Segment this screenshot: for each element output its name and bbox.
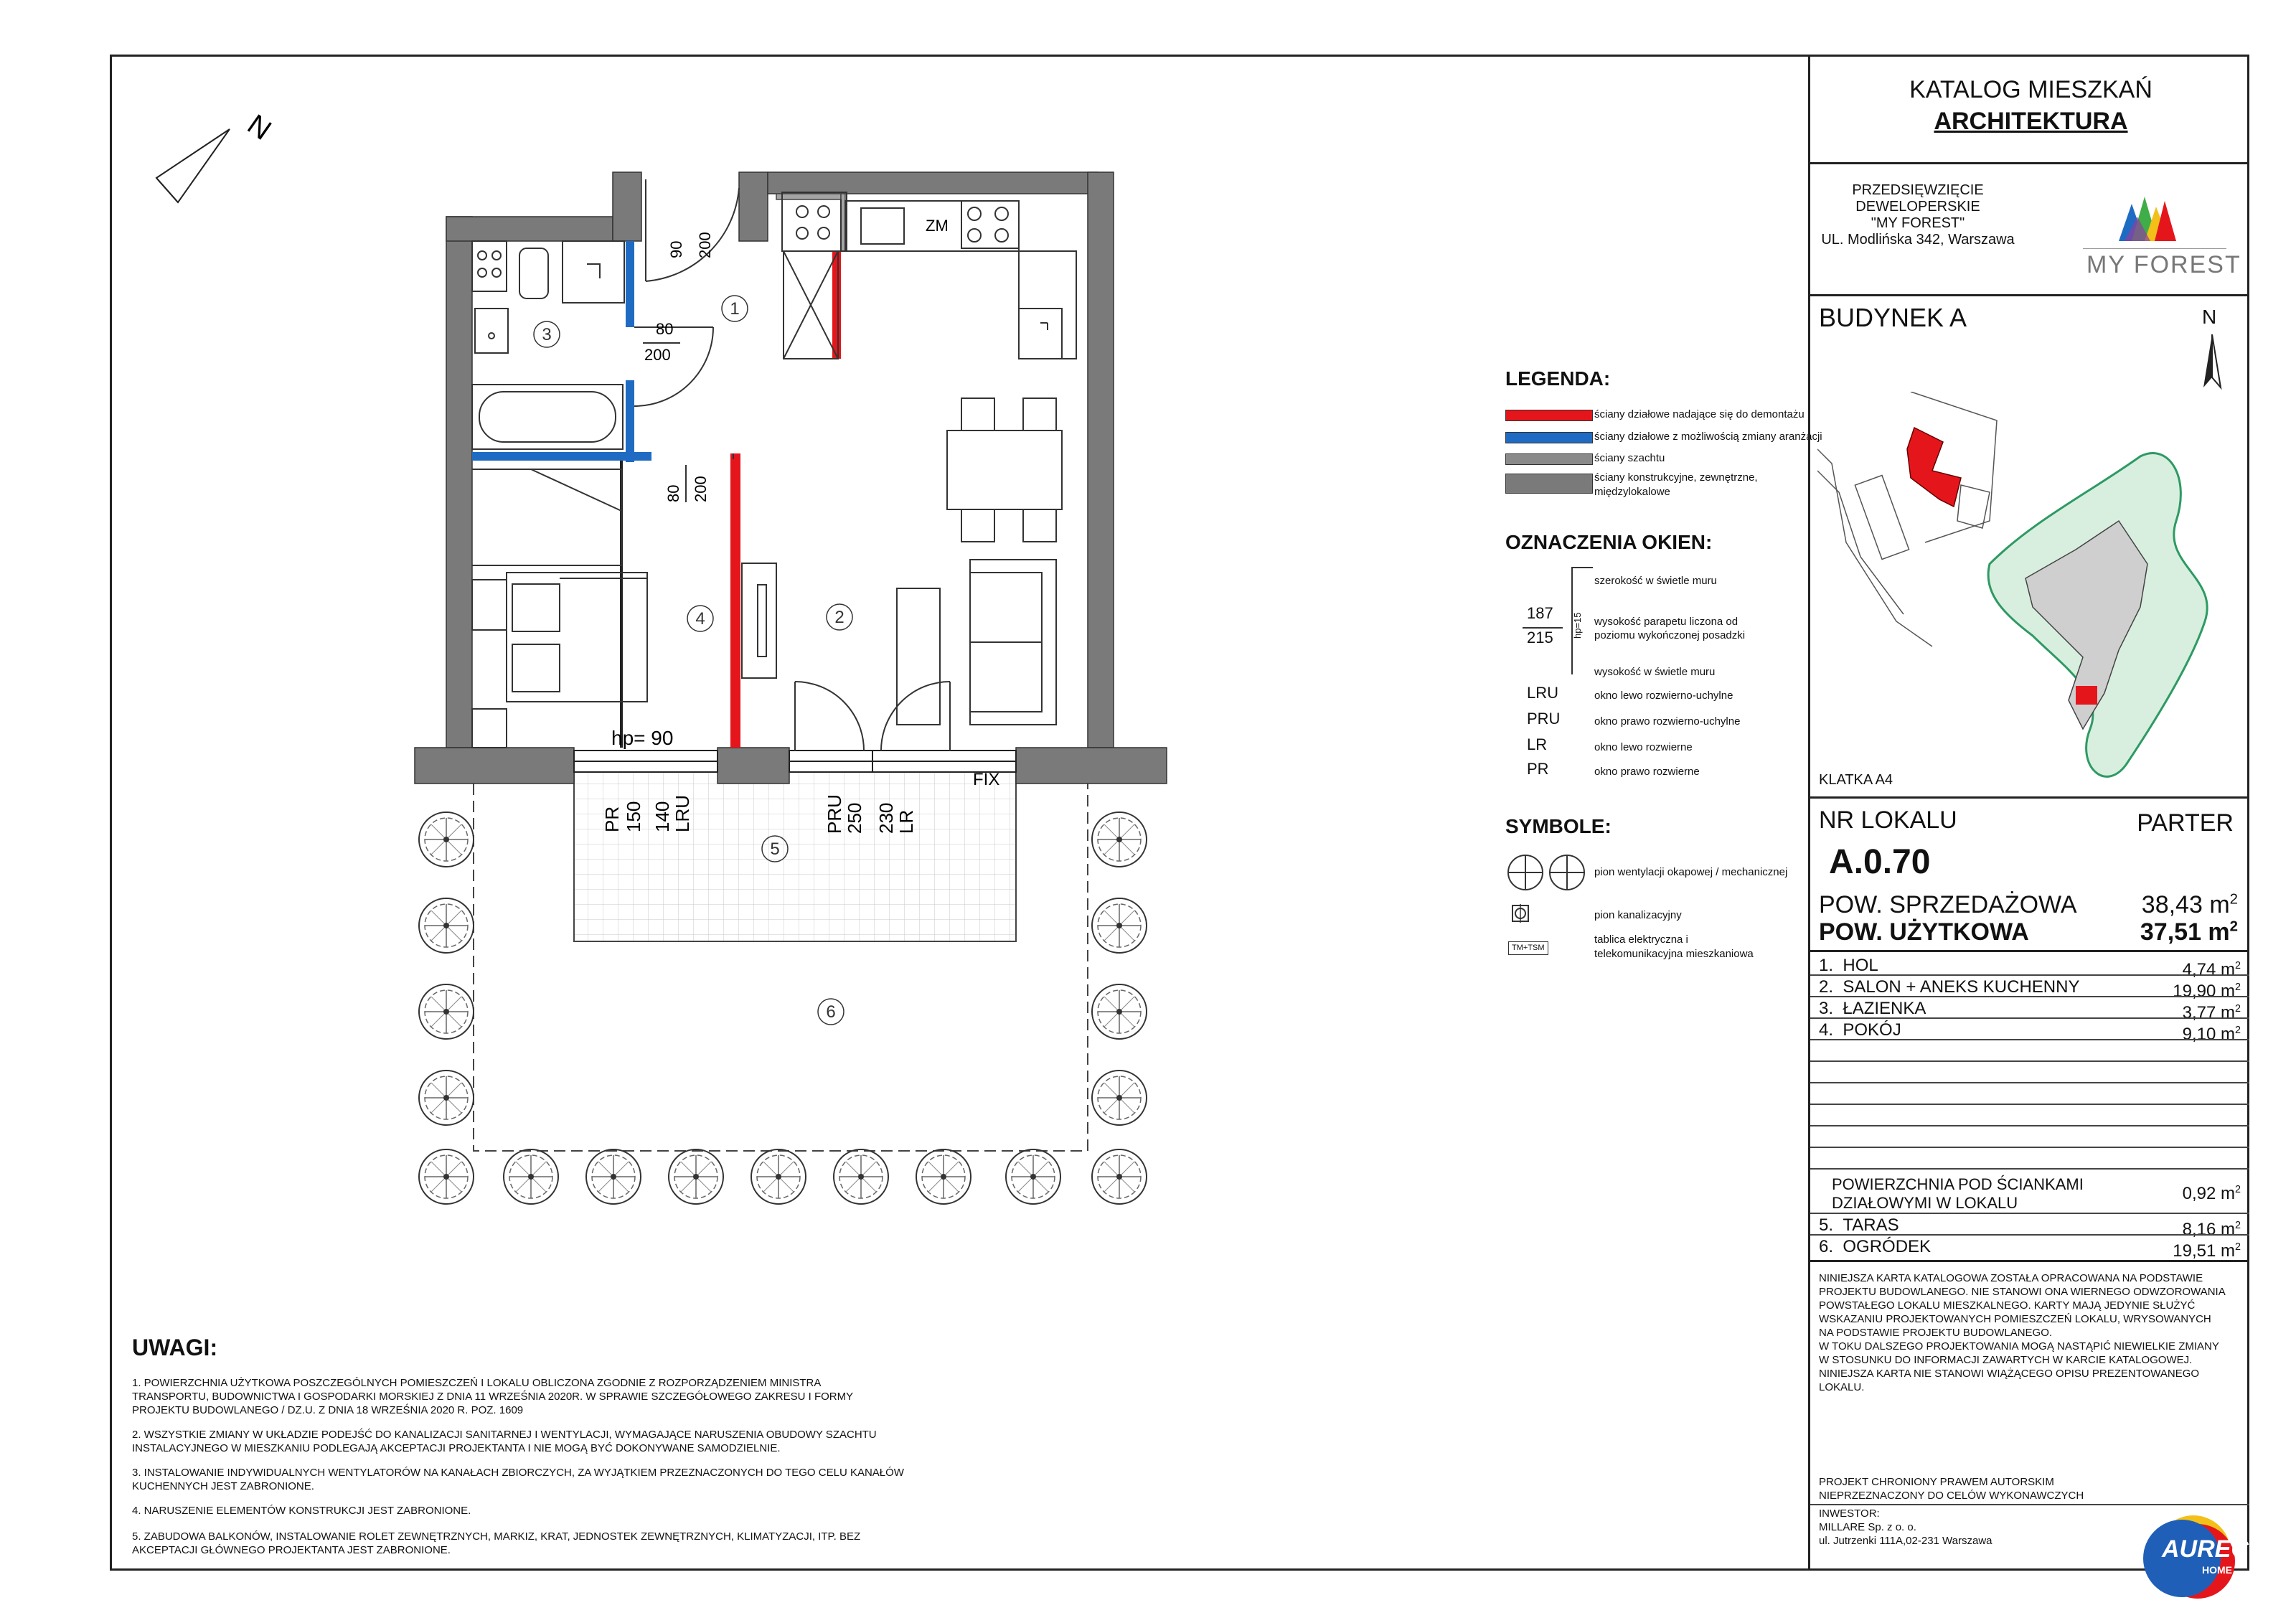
plan-north-arrow [156, 108, 277, 202]
extra-row-terrace: 5. TARAS 8,16 $m^2$ [1819, 1215, 2241, 1239]
plan-zm-label: ZM [926, 217, 949, 235]
building-title: BUDYNEK A [1819, 303, 1967, 332]
partition-walls [472, 241, 631, 748]
doors [634, 179, 950, 751]
svg-text:PRU: PRU [824, 794, 845, 834]
legend-title: LEGENDA: [1505, 367, 1611, 390]
red-walls [730, 251, 841, 748]
catalog-subtitle: ARCHITEKTURA [1934, 108, 2128, 135]
unit-number: A.0.70 [1829, 843, 1931, 881]
door3-height: 200 [692, 476, 710, 502]
tv-unit [742, 563, 940, 725]
my-forest-logo-text: MY FOREST [2086, 251, 2241, 278]
door2-width: 80 [656, 320, 674, 338]
building-north-arrow-icon [2198, 334, 2226, 392]
usable-area-value: 37,51 $m^2$ [2140, 918, 2238, 946]
stair-label: KLATKA A4 [1819, 772, 1893, 788]
dining-set [947, 398, 1062, 542]
terrace-area [574, 766, 1016, 941]
symbols-title: SYMBOLE: [1505, 815, 1612, 837]
catalog-title: KATALOG MIESZKAŃ [1909, 76, 2152, 103]
windows-legend-title: OZNACZENIA OKIEN: [1505, 531, 1713, 553]
bathroom-fixtures [472, 241, 624, 565]
unit-label: NR LOKALU [1819, 806, 1957, 834]
room-bubble-5: 5 [770, 839, 780, 859]
svg-text:150: 150 [623, 801, 644, 832]
plan-north-label: N [241, 108, 277, 146]
legend-item-dark-2: międzylokalowe [1594, 486, 1670, 498]
extra-row-garden: 6. OGRÓDEK 19,51 $m^2$ [1819, 1237, 2241, 1261]
usable-area-label: POW. UŻYTKOWA [1819, 918, 2029, 946]
room-bubble-1: 1 [730, 299, 740, 319]
room-row: 1. HOL 4,74 $m^2$ [1819, 956, 2241, 979]
room-bubble-2: 2 [834, 608, 844, 627]
sofa [970, 560, 1056, 725]
legend-item-red: ściany działowe nadające się do demontażu [1594, 408, 1805, 420]
legend-swatch-blue [1505, 432, 1593, 443]
sale-area-value: 38,43 $m^2$ [2141, 891, 2238, 918]
legend-swatch-dark [1505, 474, 1593, 494]
room-bubble-3: 3 [542, 325, 552, 344]
electric-panel-icon: TM+TSM [1508, 941, 1548, 955]
room-bubble-4: 4 [695, 609, 705, 629]
legend-swatch-red [1505, 410, 1593, 421]
aurec-logo-text: AUREC [2162, 1535, 2249, 1563]
room-row: 3. ŁAZIENKA 3,77 $m^2$ [1819, 999, 2241, 1022]
sale-area-label: POW. SPRZEDAŻOWA [1819, 891, 2077, 918]
door1-height: 200 [696, 232, 714, 258]
room-row: 4. POKÓJ 9,10 $m^2$ [1819, 1020, 2241, 1044]
legend-item-dark: ściany konstrukcyjne, zewnętrzne, [1594, 471, 1758, 484]
door3-width: 80 [664, 484, 682, 502]
aurec-logo-sub: HOME [2202, 1564, 2232, 1576]
info-panel: KATALOG MIESZKAŃ ARCHITEKTURA PRZEDSIĘWZIĘCIE DEWELOPERSKIE "MY FOREST" UL. Modlińska 342, Warszawa MY FOREST BUDYNEK A N KLATKA A4 NR LOKALU PARTER A.0.70 POW. SPRZEDAŻOWA 38,43 $m^2$ POW. UŻYTKOWA 37,51 $m^2$ 1. HOL 4,74 $m^2$ 2. SALON + ANEKS KUCHENNY 19,90 $m^2$ 3. ŁAZIENKA 3,77 $m^2$ 4. POKÓJ 9,10 $m^2$ POWIERZCHNIA POD ŚCIANKAMI DZIAŁOWYMI W LOKALU 0,92 $m^2$ 5. TARAS 8,16 $m^2$ 6. OGRÓDEK 19,51 $m^2$ NINIEJSZA KARTA KATALOGOWA ZOSTAŁA OPRACOWANA NA PODSTAWIE PROJEKTU BUDOWLANEGO. NIE STANOWI ONA WIERNEGO ODWZOROWANIA POWSTAŁEGO LOKALU MIESZKALNEGO. KARTY MAJĄ JEDYNIE SŁUŻYĆ WSKAZANIU PROJEKTOWANYCH POMIESZCZEŃ LOKALU, WRYSOWANYCH NA PODSTAWIE PROJEKTU BUDOWLANEGO. W TOKU DALSZEGO PROJEKTOWANIA MOGĄ NASTĄPIĆ NIEWIELKIE ZMIANY W STOSUNKU DO INFORMACJI ZAWARTYCH W KARCIE KATALOGOWEJ. NINIEJSZA KARTA NIE STANOWI WIĄŻĄCEGO OPISU PREZENTOWANEGO LOKALU. PROJEKT CHRONIONY PRAWEM AUTORSKIM NIEPRZEZNACZONY DO CELÓW WYKONAWCZYCH INWESTOR: MILLARE Sp. z o. o. ul. Jutrzenki 111A,02-231 Warszawa AUREC HOME [1808, 55, 2249, 1571]
legend-swatch-grey [1505, 453, 1593, 465]
unit-floor: PARTER [2137, 809, 2234, 837]
shaft-walls [776, 194, 845, 251]
room-row: 2. SALON + ANEKS KUCHENNY 19,90 $m^2$ [1819, 977, 2241, 1001]
window-example-bottom: 215 [1527, 629, 1553, 646]
window-fix-label: FIX [973, 770, 1000, 789]
svg-text:PR: PR [601, 806, 623, 832]
legend-item-blue: ściany działowe z możliwością zmiany aranżacji [1594, 431, 1822, 443]
door2-height: 200 [644, 346, 671, 364]
notes-title: UWAGI: [132, 1335, 218, 1360]
building-north-label: N [2202, 306, 2217, 328]
door1-width: 90 [667, 240, 685, 258]
svg-text:140: 140 [651, 801, 673, 832]
window-example-top: 187 [1527, 604, 1553, 622]
svg-text:LRU: LRU [672, 794, 693, 832]
site-map [1817, 392, 2248, 794]
legend-item-grey: ściany szachtu [1594, 452, 1665, 464]
svg-text:250: 250 [844, 802, 865, 834]
svg-text:230: 230 [875, 802, 897, 834]
my-forest-logo-icon [2112, 191, 2183, 248]
svg-text:LR: LR [895, 809, 917, 834]
sewer-symbol-icon [1510, 903, 1538, 931]
ventilation-symbol-icon [1505, 852, 1591, 895]
room-bubble-6: 6 [826, 1002, 836, 1022]
window-hp-label: hp= 90 [611, 727, 674, 749]
windows [574, 751, 1016, 772]
